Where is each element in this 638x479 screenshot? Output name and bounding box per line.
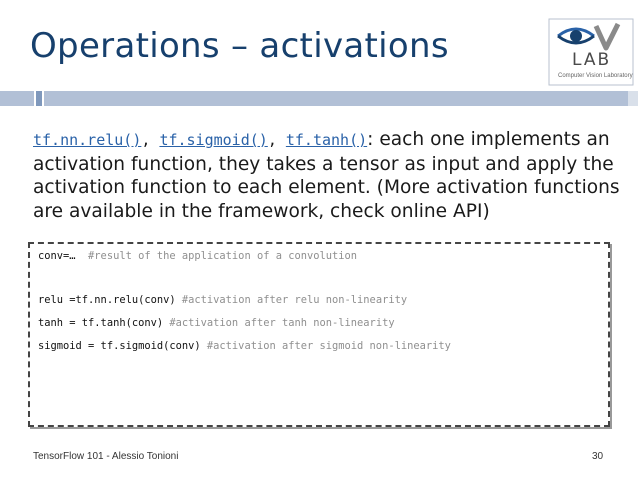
code-comment: #activation after tanh non-linearity [169,317,395,329]
header-bar-left [0,91,34,106]
code-line-sigmoid [38,340,451,352]
footer-text: TensorFlow 101 - Alessio Tonioni [33,451,179,462]
page-number: 30 [592,451,604,462]
header-bar [44,91,631,106]
header-bar-end [628,91,638,106]
code-text: sigmoid = tf.sigmoid(conv) [38,340,207,352]
code-block [28,242,610,427]
tanh-link[interactable]: tf.tanh() [285,131,368,149]
cv-lab-logo [548,18,634,86]
body-description: : each one implements an activation function, they takes a tensor as input and apply the activation function to each element. (More activation functions are available in the framework, check online API) [33,129,620,222]
relu-link[interactable]: tf.nn.relu() [33,131,142,149]
code-line-relu [38,294,407,306]
code-text: relu =tf.nn.relu(conv) [38,294,182,306]
sigmoid-link[interactable]: tf.sigmoid() [159,131,268,149]
code-comment: #activation after sigmoid non-linearity [206,340,451,352]
code-comment: #activation after relu non-linearity [181,294,408,306]
code-text: tanh = tf.tanh(conv) [38,317,170,329]
logo-caption: Computer Vision Laboratory [558,73,633,79]
slide-title: Operations – activations [30,26,449,66]
body-paragraph [33,128,623,223]
code-comment: #result of the application of a convolution [88,250,358,262]
cv-lab-logo-graphic [548,18,634,86]
code-line-conv [38,250,357,262]
code-line-tanh [38,317,395,329]
separator: , [141,131,160,149]
separator: , [267,131,286,149]
header-bar-separator [36,91,42,106]
code-text: conv=… [38,250,89,262]
logo-label: LAB [572,50,612,70]
